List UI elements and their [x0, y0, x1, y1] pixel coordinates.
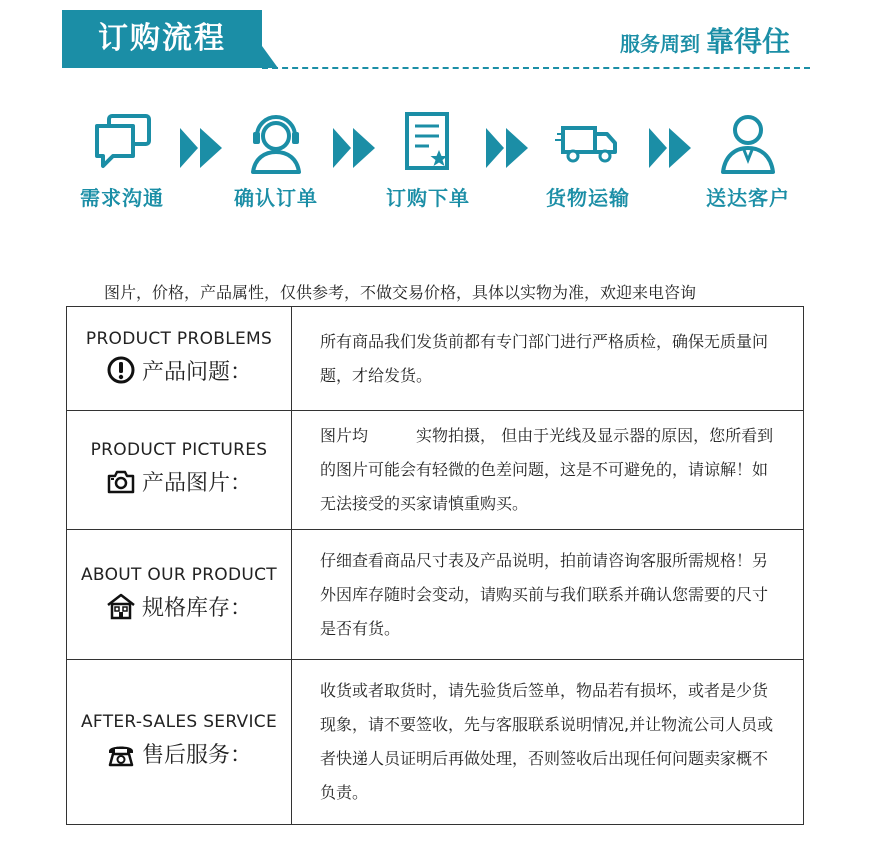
house-icon [106, 592, 136, 620]
row-description: 收货或者取货时，请先验货后签单，物品若有损坏，或者是少货现象，请不要签收，先与客服联系说明情况,并让物流公司人员或者快递人员证明后再做处理，否则签收后出现任何问题卖家概不负责。 [292, 660, 804, 825]
heading-cn: 产品问题： [141, 359, 252, 385]
heading-en: PRODUCT PROBLEMS [85, 328, 273, 349]
step-label: 确认订单 [234, 186, 318, 210]
step-delivered [678, 110, 818, 211]
order-process-flow [0, 110, 878, 220]
table-row [67, 307, 804, 411]
step-label: 订购下单 [386, 186, 470, 210]
camera-icon [106, 468, 136, 496]
heading-cn-wrap [106, 355, 252, 386]
header-divider [262, 67, 810, 69]
heading-cn-wrap [106, 591, 252, 622]
row-heading [67, 411, 292, 530]
delivery-truck-icon [555, 110, 621, 176]
product-info-table [66, 306, 804, 825]
step-label: 货物运输 [546, 186, 630, 210]
header-tab-fold [262, 46, 278, 68]
headset-user-icon [243, 110, 309, 176]
disclaimer-text: 图片，价格，产品属性，仅供参考，不做交易价格，具体以实物为准，欢迎来电咨询 [104, 283, 697, 302]
section-title: 订购流程 [98, 21, 226, 56]
step-confirm-order [206, 110, 346, 211]
heading-cn-wrap [106, 738, 252, 769]
telephone-icon [106, 740, 136, 768]
heading-cn-wrap [106, 466, 252, 497]
row-heading [67, 530, 292, 660]
table-row [67, 660, 804, 825]
heading-en: ABOUT OUR PRODUCT [81, 564, 277, 585]
step-place-order [358, 110, 498, 211]
table-row [67, 530, 804, 660]
chat-bubbles-icon [89, 110, 155, 176]
heading-en: PRODUCT PICTURES [90, 440, 268, 461]
table-row [67, 411, 804, 530]
step-requirement [52, 110, 192, 211]
exclamation-circle-icon [106, 356, 136, 384]
heading-en: AFTER-SALES SERVICE [80, 712, 277, 733]
heading-cn: 规格库存： [141, 595, 252, 621]
slogan-big: 靠得住 [705, 25, 790, 58]
row-description: 图片均 实物拍摄， 但由于光线及显示器的原因，您所看到的图片可能会有轻微的色差问题，这是不可避免的，请谅解！如无法接受的买家请慎重购买。 [292, 411, 804, 530]
step-label: 送达客户 [706, 186, 790, 210]
slogan [620, 22, 790, 62]
row-description: 仔细查看商品尺寸表及产品说明，拍前请咨询客服所需规格！另外因库存随时会变动，请购买前与我们联系并确认您需要的尺寸是否有货。 [292, 530, 804, 660]
slogan-small: 服务周到 [619, 32, 700, 56]
row-heading [67, 660, 292, 825]
step-shipping [518, 110, 658, 211]
step-label: 需求沟通 [80, 186, 164, 210]
row-description: 所有商品我们发货前都有专门部门进行严格质检，确保无质量问题，才给发货。 [292, 307, 804, 411]
heading-cn: 产品图片： [141, 471, 252, 497]
order-form-icon [395, 110, 461, 176]
row-heading [67, 307, 292, 411]
heading-cn: 售后服务： [141, 743, 252, 769]
customer-icon [715, 110, 781, 176]
